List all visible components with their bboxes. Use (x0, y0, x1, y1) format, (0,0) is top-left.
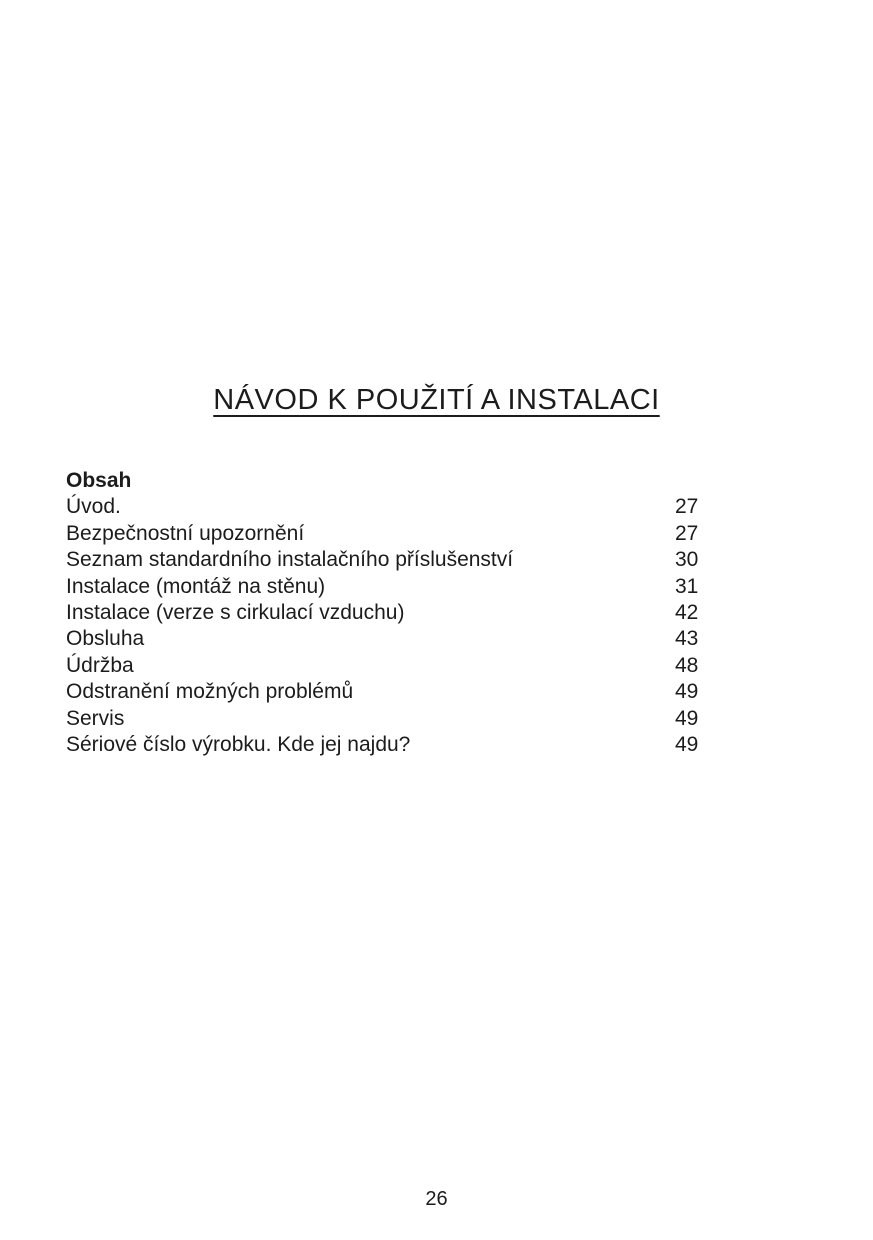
toc-entry-label: Instalace (verze s cirkulací vzduchu) (66, 601, 405, 625)
toc-entry-label: Úvod. (66, 495, 121, 519)
toc-entry-label: Instalace (montáž na stěnu) (66, 574, 326, 598)
toc-entry-label: Servis (66, 706, 125, 730)
toc-entry-page: 49 (675, 706, 699, 730)
footer-page-number: 26 (425, 1188, 448, 1210)
toc-entry-label: Sériové číslo výrobku. Kde jej najdu? (66, 733, 411, 757)
toc-row (66, 626, 726, 652)
toc-entry-page: 43 (675, 627, 699, 651)
toc-entry-label: Údržba (66, 653, 134, 677)
toc-entry-label: Bezpečnostní upozornění (66, 521, 305, 545)
toc-heading: Obsah (66, 469, 132, 492)
toc-row (66, 600, 726, 626)
toc-entry-page: 42 (675, 601, 699, 625)
toc-entry-page: 27 (675, 521, 699, 545)
toc-entry-page: 30 (675, 548, 699, 572)
toc-row (66, 732, 726, 758)
toc-entry-page: 48 (675, 653, 699, 677)
toc-entry-label: Obsluha (66, 627, 145, 651)
toc-entry-page: 49 (675, 733, 699, 757)
toc-rows (66, 494, 726, 758)
toc-entry-page: 27 (675, 495, 699, 519)
toc-row (66, 547, 726, 573)
toc-row (66, 574, 726, 600)
toc-row (66, 679, 726, 705)
toc-row (66, 494, 726, 520)
toc-entry-page: 49 (675, 680, 699, 704)
table-of-contents (66, 468, 726, 758)
toc-row (66, 653, 726, 679)
toc-row (66, 521, 726, 547)
toc-entry-label: Seznam standardního instalačního příslušenství (66, 548, 514, 572)
toc-entry-page: 31 (675, 574, 699, 598)
toc-row (66, 706, 726, 732)
page-title: NÁVOD K POUŽITÍ A INSTALACI (213, 384, 660, 416)
toc-entry-label: Odstranění možných problémů (66, 680, 354, 704)
